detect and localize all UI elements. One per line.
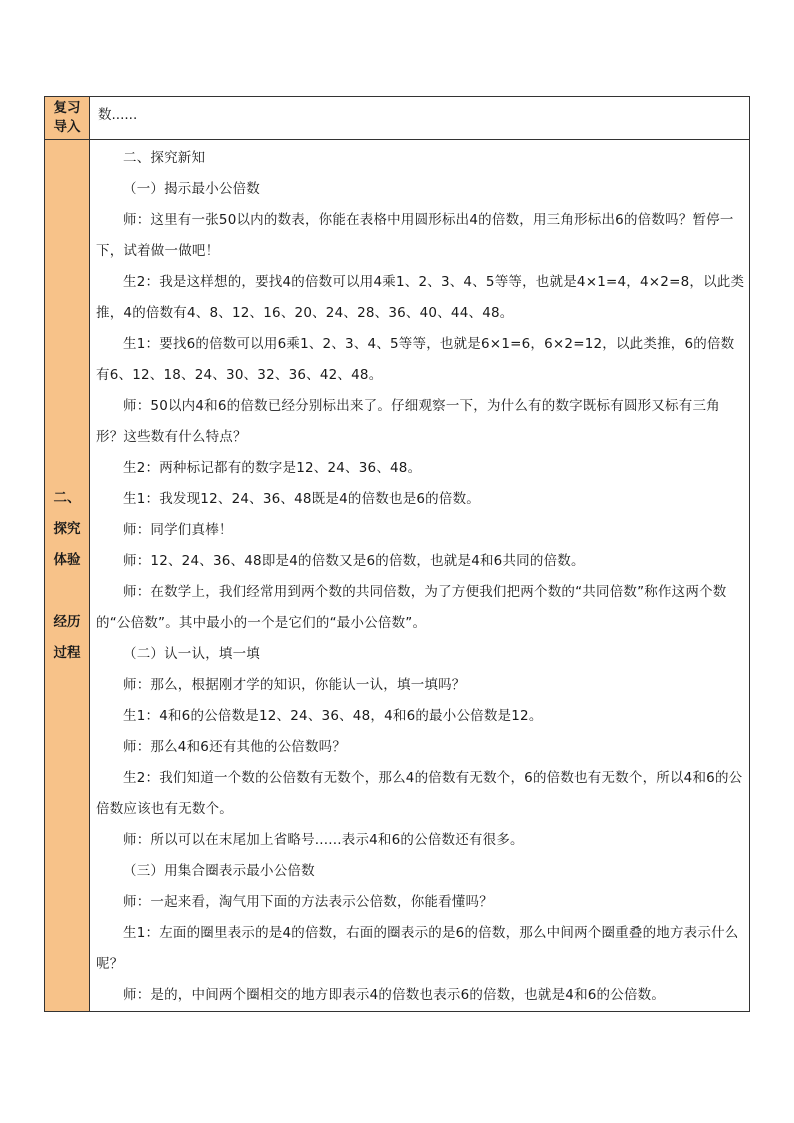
dialogue-paragraph: 生2：我是这样想的，要找4的倍数可以用4乘1、2、3、4、5等等，也就是4×1=4，4×2=8，以此类推，4的倍数有4、8、12、16、20、24、28、36、40、44、48。 [96,274,745,321]
table-row [45,140,750,1012]
section-label-line: 体验 [53,551,81,568]
dialogue-paragraph: 生1：我发现12、24、36、48既是4的倍数也是6的倍数。 [123,491,480,507]
review-content-text: 数...... [98,107,138,123]
section-label-line: 探究 [53,520,81,537]
dialogue-paragraph: 生2：两种标记都有的数字是12、24、36、48。 [123,460,422,476]
dialogue-paragraph: 师：同学们真棒！ [123,522,233,538]
dialogue-paragraph: 师：所以可以在末尾加上省略号......表示4和6的公倍数还有很多。 [123,832,524,848]
review-content-cell [90,97,750,140]
dialogue-paragraph: 生1：左面的圈里表示的是4的倍数，右面的圈表示的是6的倍数，那么中间两个圈重叠的地方表示什么呢？ [96,925,739,972]
dialogue-paragraph: 师：这里有一张50以内的数表，你能在表格中用圆形标出4的倍数，用三角形标出6的倍数吗？暂停一下，试着做一做吧！ [96,212,734,259]
dialogue-paragraph: 师：12、24、36、48即是4的倍数又是6的倍数，也就是4和6共同的倍数。 [123,553,585,569]
dialogue-paragraph: 师：一起来看，淘气用下面的方法表示公倍数，你能看懂吗？ [123,894,493,910]
explore-content-cell [90,140,750,1012]
subsection-heading: （一）揭示最小公倍数 [123,181,260,197]
section-label-review [45,97,90,140]
table-row [45,97,750,140]
dialogue-paragraph: 师：那么4和6还有其他的公倍数吗？ [123,739,347,755]
subsection-heading: （二）认一认，填一填 [123,646,260,662]
dialogue-paragraph: 生2：我们知道一个数的公倍数有无数个，那么4的倍数有无数个，6的倍数也有无数个，所以4和6的公倍数应该也有无数个。 [96,770,743,817]
section-heading: 二、探究新知 [123,150,206,166]
dialogue-paragraph: 师：是的，中间两个圈相交的地方即表示4的倍数也表示6的倍数，也就是4和6的公倍数。 [123,987,666,1003]
lesson-plan-table [44,96,750,1012]
section-label-line: 过程 [53,644,81,661]
section-label-explore [45,140,90,1012]
dialogue-paragraph: 生1：要找6的倍数可以用6乘1、2、3、4、5等等，也就是6×1=6，6×2=12，以此类推，6的倍数有6、12、18、24、30、32、36、42、48。 [96,336,735,383]
section-label-gap [45,576,89,607]
subsection-heading: （三）用集合圈表示最小公倍数 [123,863,315,879]
section-label-line: 复习 [53,100,81,116]
dialogue-paragraph: 师：在数学上，我们经常用到两个数的共同倍数，为了方便我们把两个数的“共同倍数”称作这两个数的“公倍数”。其中最小的一个是它们的“最小公倍数”。 [96,584,727,631]
dialogue-paragraph: 师：那么，根据刚才学的知识，你能认一认，填一填吗？ [123,677,466,693]
section-label-line: 经历 [53,613,81,630]
section-label-line: 二、 [53,489,81,506]
dialogue-paragraph: 生1：4和6的公倍数是12、24、36、48，4和6的最小公倍数是12。 [123,708,543,724]
section-label-line: 导入 [53,119,81,135]
dialogue-paragraph: 师：50以内4和6的倍数已经分别标出来了。仔细观察一下，为什么有的数字既标有圆形又标有三角形？这些数有什么特点？ [96,398,720,445]
